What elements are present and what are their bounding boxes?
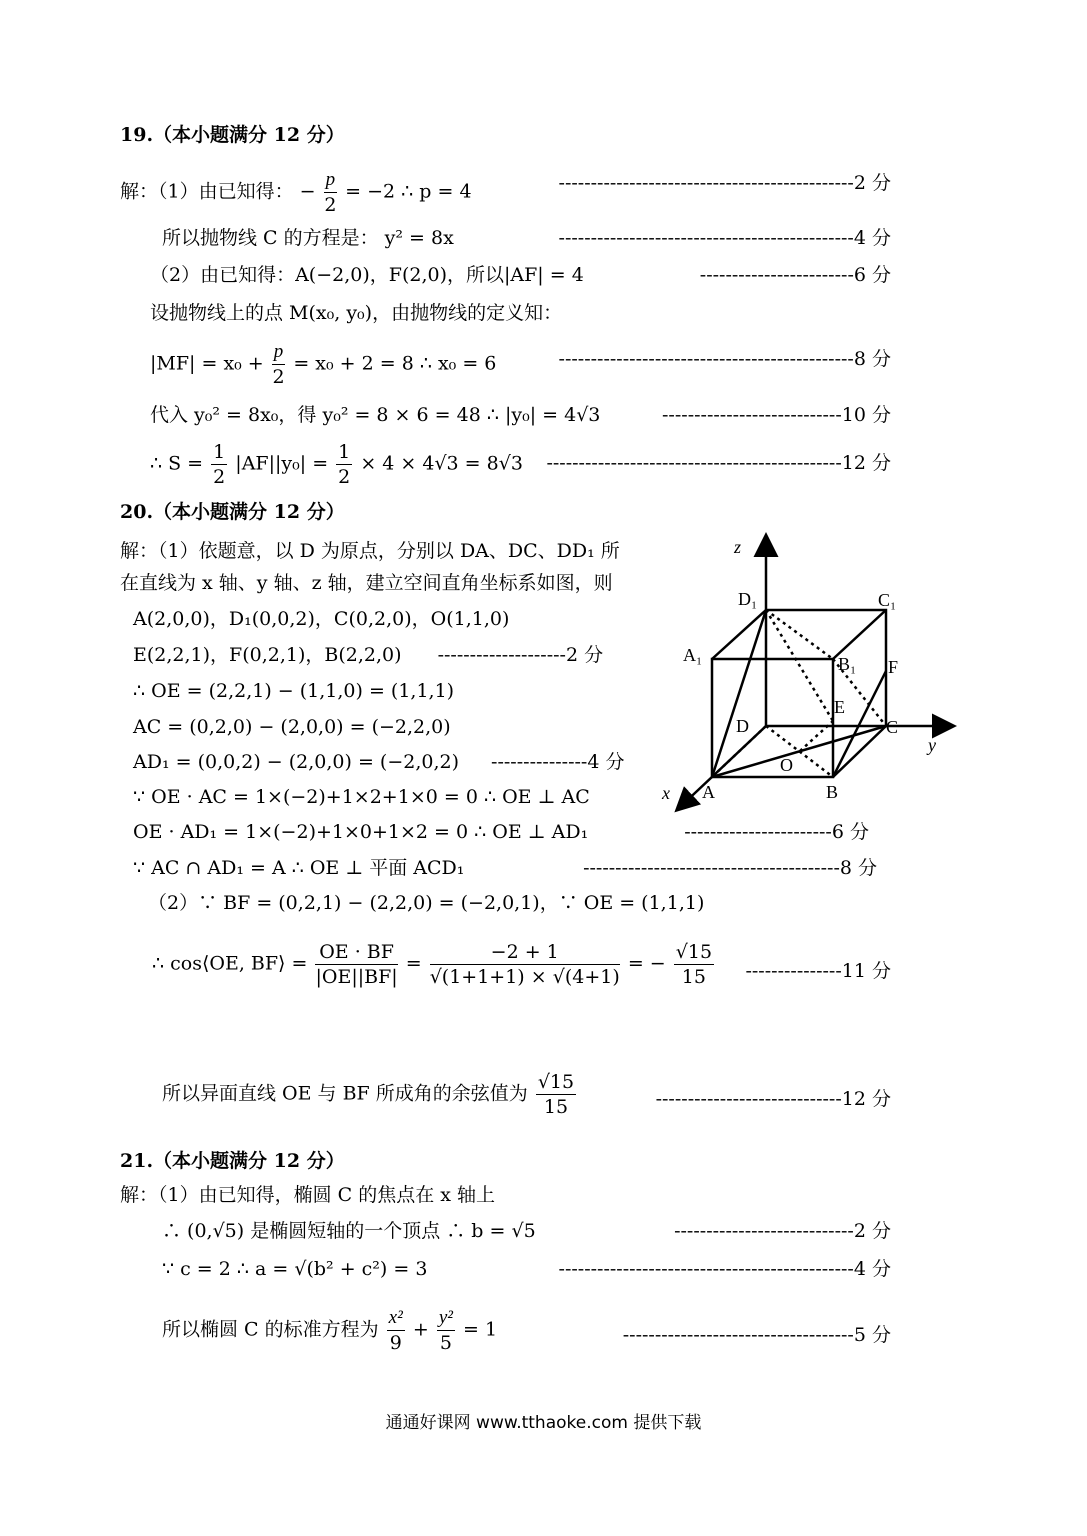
q19-line1: 解：（1）由已知得： − $\frac{p}{2}$ = −2 ∴ p = 4 xyxy=(120,169,472,216)
label-C: C xyxy=(886,717,899,737)
label-A1: A₁ xyxy=(683,645,703,665)
q19-l1-tail: = −2 ∴ p = 4 xyxy=(345,180,472,203)
q20-cos-line: ∴ cos⟨OE, BF⟩ = $\frac{OE \cdot BF}{|OE||BF|}$ = $\frac{-2 + 1}{√(1+1+1) \times √(4+1)}$ = − $\frac{√15}{15}$ xyxy=(152,941,713,988)
q20-line2: 在直线为 x 轴、y 轴、z 轴，建立空间直角坐标系如图，则 xyxy=(120,572,613,594)
label-F: F xyxy=(888,657,899,677)
label-B1: B₁ xyxy=(838,654,857,674)
q20-line8: ∵ OE · AC = 1×(−2)+1×2+1×0 = 0 ∴ OE ⊥ AC xyxy=(133,786,590,808)
q19-line2: 所以抛物线 C 的方程是： y² = 8x xyxy=(162,227,454,249)
q19-l2-points: ----------------------------------------------4 分 xyxy=(558,227,891,249)
label-E: E xyxy=(834,697,845,717)
q20-l10-points: ----------------------------------------8 分 xyxy=(583,857,877,879)
q19-line4: 设抛物线上的点 M(x₀, y₀)，由抛物线的定义知： xyxy=(150,302,563,324)
q21-l4-points: ------------------------------------5 分 xyxy=(622,1324,891,1346)
q20-line6: AC = (0,2,0) − (2,0,0) = (−2,2,0) xyxy=(133,716,451,738)
cube-figure xyxy=(650,525,970,825)
q20-line4: E(2,2,1)，F(0,2,1)，B(2,2,0) --------------------2 分 xyxy=(133,644,604,666)
x-axis xyxy=(678,726,766,809)
q20-line1: 解：（1）依题意，以 D 为原点，分别以 DA、DC、DD₁ 所 xyxy=(120,540,620,562)
q20-cos-points: ---------------11 分 xyxy=(745,960,891,982)
q20-line11: （2）∵ BF = (0,2,1) − (2,2,0) = (−2,0,1)，∵ OE = (1,1,1) xyxy=(148,892,705,914)
label-z: z xyxy=(734,537,742,557)
q21-line3: ∵ c = 2 ∴ a = √(b² + c²) = 3 xyxy=(162,1258,428,1280)
q21-header: 21.（本小题满分 12 分） xyxy=(120,1150,345,1172)
label-B: B xyxy=(826,782,839,802)
q19-l7-points: ----------------------------------------------12 分 xyxy=(546,452,891,474)
q20-line10: ∵ AC ∩ AD₁ = A ∴ OE ⊥ 平面 ACD₁ xyxy=(133,857,465,879)
q20-line5: ∴ OE = (2,2,1) − (1,1,0) = (1,1,1) xyxy=(133,680,455,702)
q21-line2: ∴ (0,√5) 是椭圆短轴的一个顶点 ∴ b = √5 xyxy=(162,1220,536,1242)
label-D: D xyxy=(736,716,749,736)
q19-line3: （2）由已知得：A(−2,0)，F(2,0)，所以|AF| = 4 xyxy=(150,264,584,286)
q19-l3-points: ------------------------6 分 xyxy=(699,264,891,286)
label-y: y xyxy=(928,735,936,755)
q19-l5-points: ----------------------------------------------8 分 xyxy=(558,348,891,370)
q21-line4: 所以椭圆 C 的标准方程为 $\frac{\text{x²}}{9}$ + $\frac{\text{y²}}{5}$ = 1 xyxy=(162,1307,498,1354)
label-D1: D₁ xyxy=(738,589,758,609)
q19-line7: ∴ S = $\frac{1}{2}$ |AF||y₀| = $\frac{1}{2}$ × 4 × 4√3 = 8√3 xyxy=(150,441,523,488)
frac-p-over-2: $\frac{p}{2}$ xyxy=(324,169,337,216)
q21-line1: 解：（1）由已知得，椭圆 C 的焦点在 x 轴上 xyxy=(120,1184,496,1206)
q20-conclusion: 所以异面直线 OE 与 BF 所成角的余弦值为 $\frac{√15}{15}$ xyxy=(162,1071,575,1118)
q19-l6-points: ----------------------------10 分 xyxy=(662,404,891,426)
q19-l1-label: 解：（1）由已知得： xyxy=(120,180,294,203)
label-A: A xyxy=(702,782,715,802)
q20-l9-points: -----------------------6 分 xyxy=(684,821,869,843)
q21-l2-points: ----------------------------2 分 xyxy=(674,1220,891,1242)
q19-l1-points: ----------------------------------------------2 分 xyxy=(558,172,891,194)
q20-line3: A(2,0,0)，D₁(0,0,2)，C(0,2,0)，O(1,1,0) xyxy=(133,608,510,630)
footer-source: 通通好课网 www.tthaoke.com 提供下载 xyxy=(385,1413,702,1433)
q20-header: 20.（本小题满分 12 分） xyxy=(120,501,345,523)
q19-line6: 代入 y₀² = 8x₀，得 y₀² = 8 × 6 = 48 ∴ |y₀| = 4√3 xyxy=(150,404,601,426)
q19-header: 19.（本小题满分 12 分） xyxy=(120,124,345,146)
q20-line7: AD₁ = (0,0,2) − (2,0,0) = (−2,0,2) ---------------4 分 xyxy=(133,751,625,773)
q20-concl-points: -----------------------------12 分 xyxy=(655,1088,891,1110)
label-O: O xyxy=(780,755,793,775)
label-x: x xyxy=(662,783,670,803)
label-C1: C₁ xyxy=(878,590,897,610)
q19-line5: |MF| = x₀ + $\frac{p}{2}$ = x₀ + 2 = 8 ∴ x₀ = 6 xyxy=(150,341,497,388)
q21-l3-points: ----------------------------------------------4 分 xyxy=(558,1258,891,1280)
q20-line9: OE · AD₁ = 1×(−2)+1×0+1×2 = 0 ∴ OE ⊥ AD₁ xyxy=(133,821,589,843)
